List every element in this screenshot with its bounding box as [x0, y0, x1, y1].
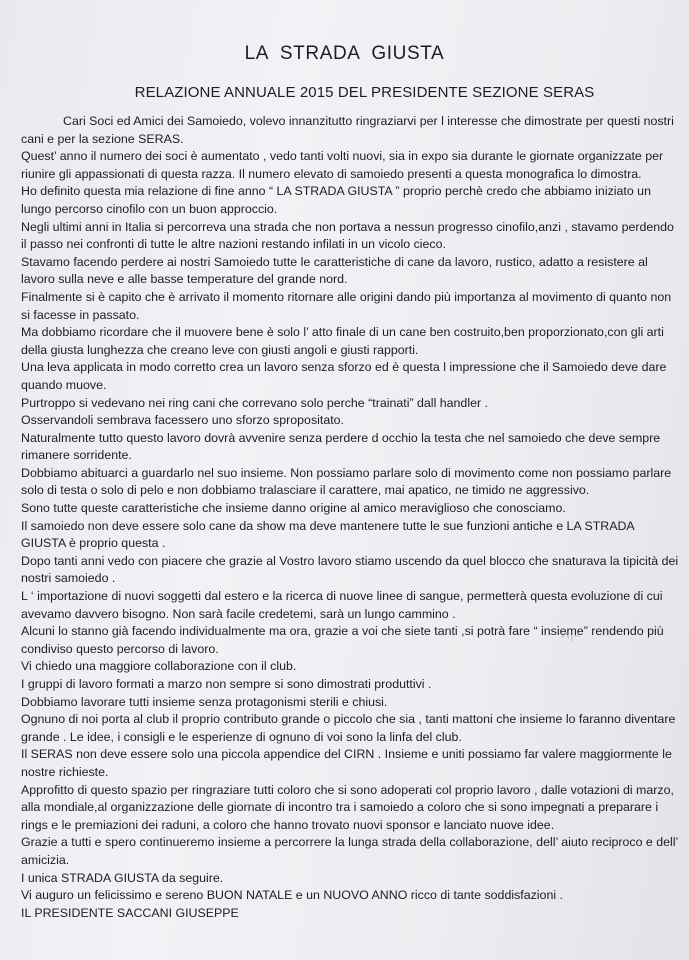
document-subtitle: RELAZIONE ANNUALE 2015 DEL PRESIDENTE SEZIONE SERAS [134, 84, 595, 101]
paragraph: Approfitto di questo spazio per ringraziare tutti coloro che si sono adoperati col proprio lavoro , dalle votazioni di marzo, alla mondiale,al organizzazione delle giornate di incontro tra i samoiedo a coloro che si sono impegnati a preparare i rings e le premiazioni dei raduni, a coloro che hanno trovato nuovi sponsor e lanciato nuove idee. [21, 782, 674, 832]
document-title: LA STRADA GIUSTA [244, 43, 445, 64]
pencil-mark-icon [560, 628, 582, 644]
paragraph: Dopo tanti anni vedo con piacere che grazie al Vostro lavoro stiamo uscendo da quel blocco che snaturava la tipicità dei nostri samoiedo . [21, 553, 679, 586]
paragraph-greeting: Cari Soci ed Amici dei Samoiedo, volevo innanzitutto ringraziarvi per l interesse che dimostrate per questi nostri cani e per la sezione SERAS. [21, 114, 674, 146]
paragraph: Alcuni lo stanno già facendo individualmente ma ora, grazie a voi che siete tanti ,si potrà fare “ insieme” rendendo più condiviso questo percorso di lavoro. [21, 624, 664, 656]
paragraph: Ognuno di noi porta al club il proprio contributo grande o piccolo che sia , tanti mattoni che insieme lo faranno diventare grande . Le idee, i consigli e le esperienze di ognuno di voi sono la linfa del club. [21, 712, 676, 744]
paragraph: Negli ultimi anni in Italia si percorreva una strada che non portava a nessun progresso cinofilo,anzi , stavamo perdendo il passo nei confronti di tutte le altre nazioni restando infilati in un vicolo cieco. [21, 219, 674, 252]
signature-line: IL PRESIDENTE SACCANI GIUSEPPE [21, 905, 239, 920]
paragraph: I gruppi di lavoro formati a marzo non sempre si sono dimostrati produttivi . [21, 677, 432, 691]
paragraph: Grazie a tutti e spero continueremo insieme a percorrere la lunga strada della collaborazione, dell’ aiuto reciproco e dell’ amicizia. [21, 835, 678, 867]
document-body [21, 113, 681, 922]
paragraph: Vi chiedo una maggiore collaborazione con il club. [21, 659, 297, 674]
paragraph: Una leva applicata in modo corretto crea un lavoro senza sforzo ed è questa l impressione che il Samoiedo deve dare quando muove. [21, 360, 667, 392]
paragraph: Purtroppo si vedevano nei ring cani che correvano solo perche “trainati” dall handler . [21, 395, 488, 410]
paragraph: L ‘ importazione di nuovi soggetti dal estero e la ricerca di nuove linee di sangue, permetterà questa evoluzione di cui avevamo davvero bisogno. Non sarà facile credetemi, sarà un lungo cammino . [21, 589, 663, 621]
paragraph: Ma dobbiamo ricordare che il muovere bene è solo l’ atto finale di un cane ben costruito,ben proporzionato,con gli arti della giusta lunghezza che creano leve con giusti angoli e giusti rapporti. [21, 325, 664, 357]
paragraph: Osservandoli sembrava facessero uno sforzo spropositato. [21, 413, 345, 428]
paragraph: Ho definito questa mia relazione di fine anno “ LA STRADA GIUSTA ” proprio perchè credo che abbiamo iniziato un lungo percorso cinofilo con un buon approccio. [21, 184, 651, 216]
paragraph: Sono tutte queste caratteristiche che insieme danno origine al amico meraviglioso che conosciamo. [21, 501, 566, 516]
paragraph: Dobbiamo lavorare tutti insieme senza protagonismi sterili e chiusi. [21, 694, 388, 709]
paragraph: Il samoiedo non deve essere solo cane da show ma deve mantenere tutte le sue funzioni antiche e LA STRADA GIUSTA è proprio questa . [21, 518, 635, 551]
paragraph: Dobbiamo abituarci a guardarlo nel suo insieme. Non possiamo parlare solo di movimento come non possiamo parlare solo di testa o solo di pelo e non dobbiamo tralasciare il carattere, mai apatico, ne timido ne aggressivo. [21, 465, 672, 498]
paragraph: Finalmente si è capito che è arrivato il momento ritornare alle origini dando più importanza al movimento di quanto non si facesse in passato. [21, 289, 672, 322]
paragraph: I unica STRADA GIUSTA da seguire. [21, 870, 224, 885]
paragraph: Quest’ anno il numero dei soci è aumentato , vedo tanti volti nuovi, sia in expo sia durante le giornate organizzate per riunire gli appassionati di questa razza. Il numero elevato di samoiedo presenti a questa monografica lo dimostra. [21, 149, 664, 181]
paragraph: Naturalmente tutto questo lavoro dovrà avvenire senza perdere d occhio la testa che nel samoiedo che deve sempre rimanere sorridente. [21, 430, 661, 463]
paragraph: Vi auguro un felicissimo e sereno BUON NATALE e un NUOVO ANNO ricco di tante soddisfazioni . [21, 888, 563, 903]
paragraph: Stavamo facendo perdere ai nostri Samoiedo tutte le caratteristiche di cane da lavoro, rustico, adatto a resistere al lavoro sulla neve e alle basse temperature del grande nord. [21, 254, 648, 287]
paragraph: Il SERAS non deve essere solo una piccola appendice del CIRN . Insieme e uniti possiamo far valere maggiormente le nostre richieste. [21, 747, 672, 779]
